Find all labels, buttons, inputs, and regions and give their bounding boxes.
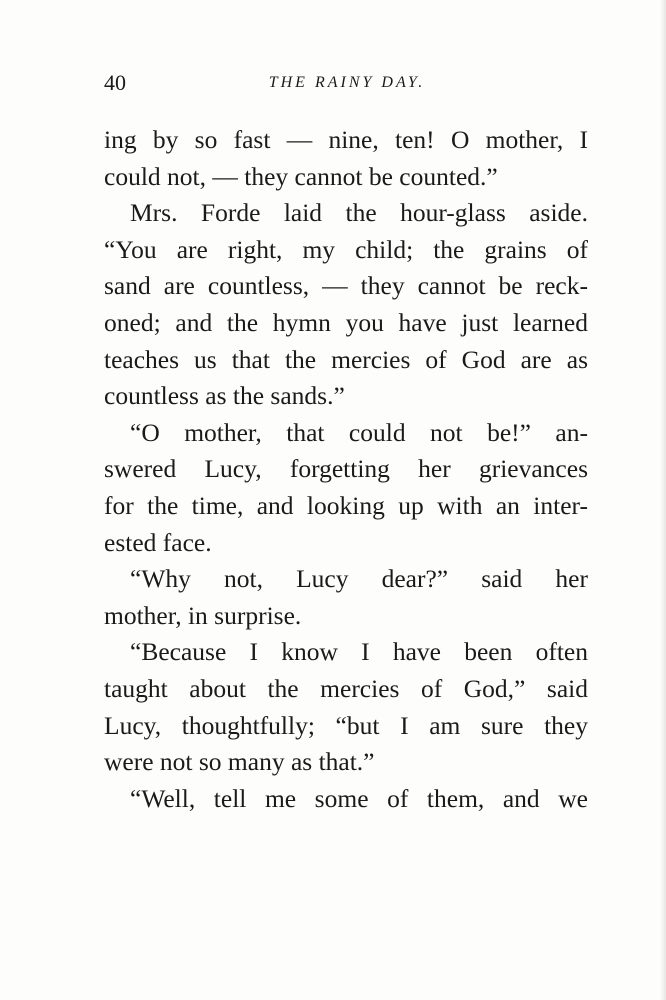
text-line: for the time, and looking up with an inter- (104, 490, 588, 520)
text-line: Mrs. Forde laid the hour-glass aside. (130, 198, 588, 228)
text-line: oned; and the hymn you have just learned (104, 307, 588, 337)
text-line: teaches us that the mercies of God are as (104, 344, 588, 374)
text-line: countless as the sands.” (104, 381, 345, 411)
text-line: taught about the mercies of God,” said (104, 673, 588, 703)
text-line: “O mother, that could not be!” an- (130, 417, 588, 447)
text-line: mother, in surprise. (104, 600, 302, 630)
text-line: could not, — they cannot be counted.” (104, 161, 498, 191)
text-line: “Because I know I have been often (130, 637, 588, 667)
page-number: 40 (104, 70, 126, 95)
text-line: Lucy, thoughtfully; “but I am sure they (104, 710, 588, 740)
text-line: ing by so fast — nine, ten! O mother, I (104, 125, 588, 154)
page-header (104, 70, 590, 100)
page-edge-shadow (660, 0, 666, 1000)
text-line: “Well, tell me some of them, and we (130, 783, 588, 813)
text-line: ested face. (104, 527, 212, 557)
text-line: were not so many as that.” (104, 747, 375, 777)
body-text (104, 122, 588, 817)
running-title: THE RAINY DAY. (268, 74, 426, 91)
text-line: “You are right, my child; the grains of (104, 234, 588, 264)
text-line: “Why not, Lucy dear?” said her (130, 564, 588, 594)
text-line: sand are countless, — they cannot be reck- (104, 271, 588, 301)
text-line: swered Lucy, forgetting her grievances (104, 454, 588, 484)
